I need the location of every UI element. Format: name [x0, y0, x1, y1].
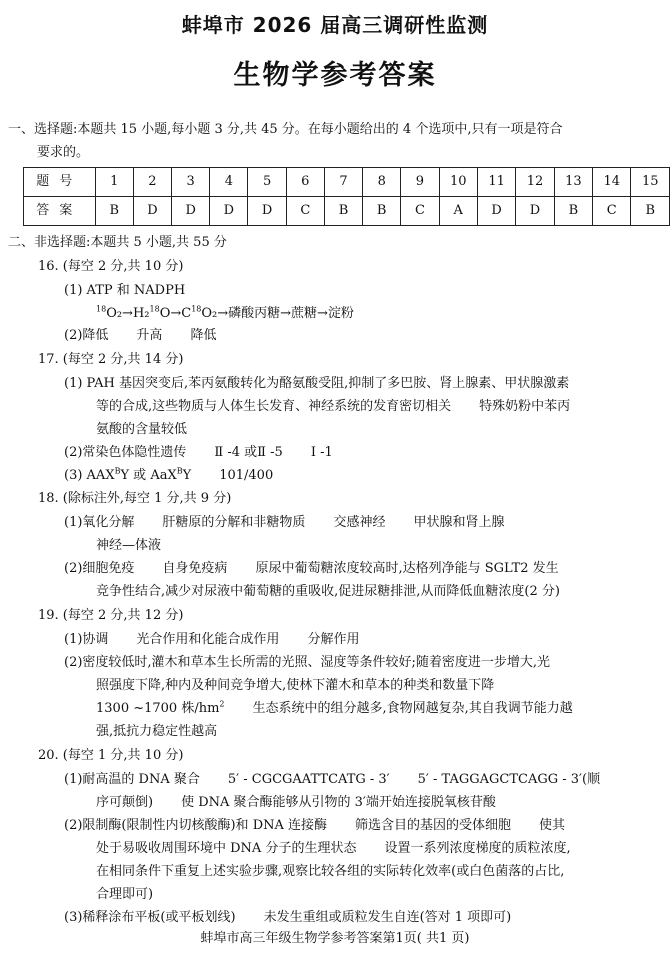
- answer-text: 生态系统中的组分越多,食物网越复杂,其自我调节能力越: [252, 701, 573, 716]
- isotope-mark: 18: [191, 304, 202, 314]
- answer-cell: B: [324, 197, 362, 226]
- q18-answer-1: [64, 511, 504, 535]
- answer-text: 处于易吸收周围环境中 DNA 分子的生理状态: [96, 841, 357, 856]
- answer-cell: C: [401, 197, 439, 226]
- answer-text: 原尿中葡萄糖浓度较高时,达格列净能与 SGLT2 发生: [255, 561, 559, 576]
- question-number: 12: [516, 168, 554, 197]
- q17-answer-1-cont: [96, 395, 570, 419]
- answer-text: 特殊奶粉中苯丙: [479, 399, 571, 414]
- q19-answer-2-cont: 照强度下降,种内及种间竞争增大,使林下灌木和草本的种类和数量下降: [96, 678, 495, 693]
- q19-answer-2: (2)密度较低时,灌木和草本生长所需的光照、湿度等条件较好;随着密度进一步增大,光: [64, 655, 551, 670]
- q16-heading: 16. (每空 2 分,共 10 分): [38, 259, 184, 274]
- answer-text: 升高: [136, 328, 163, 343]
- answer-cell: D: [172, 197, 210, 226]
- question-number: 9: [401, 168, 439, 197]
- question-number: 8: [363, 168, 401, 197]
- q17-answer-2: [64, 441, 333, 465]
- page-subtitle: 生物学参考答案: [233, 60, 437, 91]
- q19-heading: 19. (每空 2 分,共 12 分): [38, 608, 184, 623]
- answer-cell: D: [477, 197, 515, 226]
- q20-answer-2-cont2: 在相同条件下重复上述实验步骤,观察比较各组的实际转化效率(或白色菌落的占比,: [96, 864, 565, 879]
- section1-intro-cont: 要求的。: [37, 145, 90, 160]
- answer-cell: B: [95, 197, 133, 226]
- answer-text: (1)氧化分解: [64, 515, 135, 530]
- answer-text: 未发生重组或质粒发生自连(答对 1 项即可): [263, 910, 512, 925]
- answer-cell: C: [593, 197, 631, 226]
- answer-text: (1)协调: [64, 632, 109, 647]
- answer-text: 自身免疫病: [162, 561, 228, 576]
- question-number: 4: [210, 168, 248, 197]
- answer-cell: D: [516, 197, 554, 226]
- answer-cell: B: [631, 197, 670, 226]
- question-number: 7: [324, 168, 362, 197]
- equation-part: O₂→H₂: [106, 306, 150, 321]
- answer-text: (3) AAX: [64, 468, 115, 483]
- row-label-answer: 答案: [24, 197, 96, 226]
- isotope-mark: 18: [96, 304, 107, 314]
- answer-cell: D: [248, 197, 286, 226]
- question-number: 1: [95, 168, 133, 197]
- answer-text: 光合作用和化能合成作用: [136, 632, 280, 647]
- q19-answer-2-cont3: 强,抵抗力稳定性越高: [96, 724, 218, 739]
- answer-text: (2)常染色体隐性遗传: [64, 445, 187, 460]
- answer-cell: B: [363, 197, 401, 226]
- answer-text: (1)耐高温的 DNA 聚合: [64, 772, 200, 787]
- answer-text: (3)稀释涂布平板(或平板划线): [64, 910, 236, 925]
- q18-heading: 18. (除标注外,每空 1 分,共 9 分): [38, 491, 232, 506]
- question-number: 14: [593, 168, 631, 197]
- page-title: 蚌埠市 2026 届高三调研性监测: [181, 13, 489, 37]
- question-number: 13: [554, 168, 592, 197]
- section1-intro: 一、选择题:本题共 15 小题,每小题 3 分,共 45 分。在每小题给出的 4 个选项中,只有一项是符合: [8, 122, 563, 137]
- answer-cell: B: [554, 197, 592, 226]
- section2-intro: 二、非选择题:本题共 5 小题,共 55 分: [8, 235, 227, 250]
- q16-answer-2: [64, 324, 216, 348]
- q17-answer-1-cont2: 氨酸的含量较低: [96, 422, 188, 437]
- answer-text: 设置一系列浓度梯度的质粒浓度,: [384, 841, 571, 856]
- answer-text: Ⅱ -4 或Ⅱ -5: [214, 445, 283, 460]
- q20-answer-3: [64, 906, 511, 930]
- unit-superscript: 2: [219, 699, 225, 709]
- q18-answer-2-cont: 竞争性结合,减少对尿液中葡萄糖的重吸收,促进尿糖排泄,从而降低血糖浓度(2 分): [96, 584, 560, 599]
- page-footer: 蚌埠市高三年级生物学参考答案第1页( 共1 页): [200, 931, 470, 946]
- answer-text: (2)细胞免疫: [64, 561, 135, 576]
- question-number: 5: [248, 168, 286, 197]
- answer-text: 分解作用: [307, 632, 360, 647]
- q16-answer-1: (1) ATP 和 NADPH: [64, 283, 186, 298]
- q19-answer-2-cont2: [96, 697, 573, 721]
- answer-text: 101/400: [219, 468, 274, 483]
- answer-text: 交感神经: [333, 515, 386, 530]
- answer-text: Y 或 AaX: [120, 468, 177, 483]
- answer-text: 使其: [539, 818, 566, 833]
- q20-answer-2: [64, 814, 565, 838]
- q20-answer-2-cont3: 合理即可): [96, 887, 154, 902]
- q20-answer-1: [64, 768, 600, 792]
- answer-text: (2)降低: [64, 328, 109, 343]
- q20-answer-2-cont: [96, 837, 571, 861]
- question-number: 11: [477, 168, 515, 197]
- primer-sequence: 5′ - CGCGAATTCATG - 3′: [227, 772, 390, 787]
- q18-answer-2: [64, 557, 559, 581]
- q20-answer-1-cont: [96, 791, 496, 815]
- question-number: 6: [286, 168, 324, 197]
- question-number: 2: [133, 168, 171, 197]
- answer-text: 肝糖原的分解和非糖物质: [162, 515, 306, 530]
- q20-heading: 20. (每空 1 分,共 10 分): [38, 748, 184, 763]
- answer-text: 1300 ~1700 株/hm: [96, 701, 220, 716]
- q17-heading: 17. (每空 2 分,共 14 分): [38, 352, 184, 367]
- answer-cell: A: [439, 197, 477, 226]
- primer-sequence: 5′ - TAGGAGCTCAGG - 3′(顺: [417, 772, 601, 787]
- answer-text: Y: [182, 468, 192, 483]
- answer-cell: D: [133, 197, 171, 226]
- q18-answer-1-cont: 神经—体液: [96, 538, 162, 553]
- q17-answer-1: (1) PAH 基因突变后,苯丙氨酸转化为酪氨酸受阻,抑制了多巴胺、肾上腺素、甲状腺激素: [64, 376, 570, 391]
- equation-part: O→C: [159, 306, 192, 321]
- equation-part: O₂→磷酸丙糖→蔗糖→淀粉: [201, 306, 354, 321]
- answer-text: (2)限制酶(限制性内切核酸酶)和 DNA 连接酶: [64, 818, 328, 833]
- genotype-superscript: B: [114, 466, 121, 476]
- table-row-numbers: [24, 168, 670, 197]
- answer-cell: C: [286, 197, 324, 226]
- question-number: 3: [172, 168, 210, 197]
- answer-text: 甲状腺和肾上腺: [413, 515, 505, 530]
- q19-answer-1: [64, 628, 359, 652]
- q16-answer-1-equation: [96, 302, 354, 326]
- answer-text: 等的合成,这些物质与人体生长发育、神经系统的发育密切相关: [96, 399, 452, 414]
- answer-text: Ⅰ -1: [310, 445, 333, 460]
- question-number: 10: [439, 168, 477, 197]
- answer-table: [23, 167, 670, 226]
- answer-text: 序可颠倒): [96, 795, 154, 810]
- isotope-mark: 18: [149, 304, 160, 314]
- answer-cell: D: [210, 197, 248, 226]
- answer-text: 使 DNA 聚合酶能够从引物的 3′端开始连接脱氧核苷酸: [181, 795, 496, 810]
- table-row-answers: [24, 197, 670, 226]
- question-number: 15: [631, 168, 670, 197]
- answer-text: 降低: [190, 328, 217, 343]
- genotype-superscript: B: [176, 466, 183, 476]
- answer-text: 筛选含目的基因的受体细胞: [355, 818, 512, 833]
- row-label-number: 题号: [24, 168, 96, 197]
- q17-answer-3: [64, 464, 273, 488]
